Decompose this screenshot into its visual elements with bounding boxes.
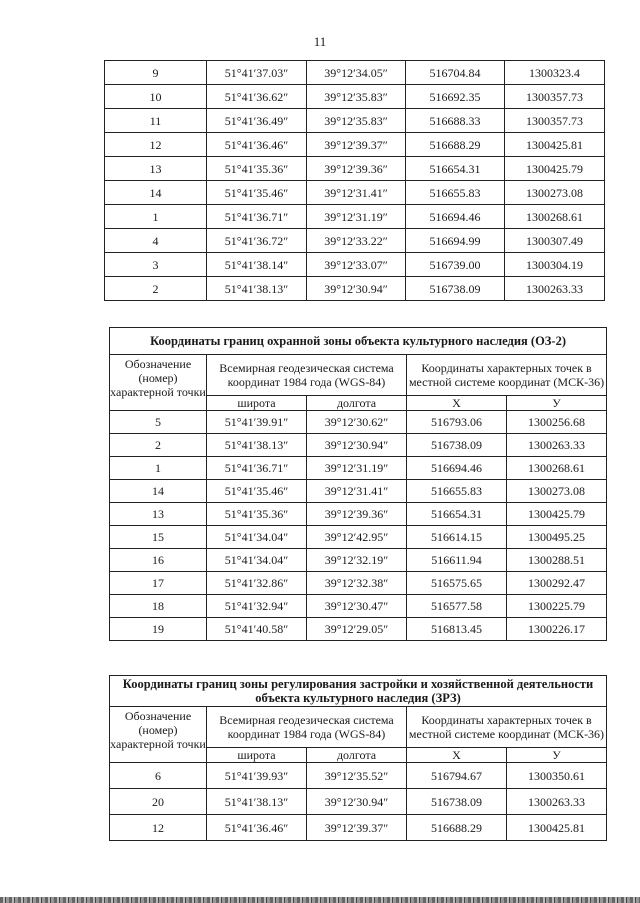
latitude-cell: 51°41′36.72″: [207, 229, 307, 253]
longitude-cell: 39°12′39.37″: [307, 133, 406, 157]
latitude-cell: 51°41′32.94″: [207, 595, 307, 618]
y-coordinate-cell: 1300225.79: [507, 595, 607, 618]
latitude-cell: 51°41′40.58″: [207, 618, 307, 641]
table-row: [110, 411, 607, 434]
y-header: У: [507, 748, 607, 763]
point-number-cell: 9: [105, 61, 207, 85]
table-title: Координаты границ охранной зоны объекта культурного наследия (ОЗ-2): [110, 328, 607, 355]
longitude-cell: 39°12′30.94″: [307, 789, 407, 815]
longitude-cell: 39°12′30.47″: [307, 595, 407, 618]
x-coordinate-cell: 516738.09: [406, 277, 505, 301]
table-row: [105, 229, 605, 253]
point-number-cell: 14: [110, 480, 207, 503]
table-row: [110, 572, 607, 595]
table-row: [105, 85, 605, 109]
longitude-cell: 39°12′31.19″: [307, 457, 407, 480]
y-coordinate-cell: 1300263.33: [507, 789, 607, 815]
latitude-cell: 51°41′39.93″: [207, 763, 307, 789]
point-number-cell: 2: [110, 434, 207, 457]
longitude-cell: 39°12′31.41″: [307, 181, 406, 205]
x-coordinate-cell: 516577.58: [407, 595, 507, 618]
zrz-coordinates-table: [109, 675, 607, 841]
y-coordinate-cell: 1300357.73: [505, 109, 605, 133]
latitude-cell: 51°41′36.46″: [207, 815, 307, 841]
latitude-cell: 51°41′36.71″: [207, 205, 307, 229]
point-number-cell: 10: [105, 85, 207, 109]
latitude-cell: 51°41′38.14″: [207, 253, 307, 277]
x-coordinate-cell: 516655.83: [406, 181, 505, 205]
latitude-cell: 51°41′34.04″: [207, 526, 307, 549]
x-coordinate-cell: 516688.29: [407, 815, 507, 841]
x-coordinate-cell: 516704.84: [406, 61, 505, 85]
point-number-cell: 18: [110, 595, 207, 618]
longitude-cell: 39°12′32.19″: [307, 549, 407, 572]
page-number: 11: [313, 34, 327, 49]
point-number-cell: 11: [105, 109, 207, 133]
point-number-cell: 1: [105, 205, 207, 229]
latitude-header: широта: [207, 748, 307, 763]
table-row: [105, 133, 605, 157]
y-coordinate-cell: 1300292.47: [507, 572, 607, 595]
point-number-cell: 14: [105, 181, 207, 205]
table-row: [110, 549, 607, 572]
y-coordinate-cell: 1300425.79: [507, 503, 607, 526]
x-coordinate-cell: 516738.09: [407, 434, 507, 457]
longitude-cell: 39°12′39.36″: [307, 157, 406, 181]
point-number-cell: 13: [105, 157, 207, 181]
page-bottom-edge: [0, 897, 640, 903]
table-title: Координаты границ зоны регулирования застройки и хозяйственной деятельности объекта культурного наследия (ЗРЗ): [110, 676, 607, 707]
y-coordinate-cell: 1300350.61: [507, 763, 607, 789]
longitude-header: долгота: [307, 748, 407, 763]
latitude-cell: 51°41′35.36″: [207, 157, 307, 181]
table-row: [105, 205, 605, 229]
y-coordinate-cell: 1300495.25: [507, 526, 607, 549]
x-coordinate-cell: 516688.33: [406, 109, 505, 133]
table-row: [105, 61, 605, 85]
latitude-cell: 51°41′36.62″: [207, 85, 307, 109]
latitude-cell: 51°41′35.36″: [207, 503, 307, 526]
y-coordinate-cell: 1300425.81: [505, 133, 605, 157]
x-coordinate-cell: 516694.99: [406, 229, 505, 253]
latitude-cell: 51°41′39.91″: [207, 411, 307, 434]
point-number-cell: 12: [105, 133, 207, 157]
table-row: [110, 526, 607, 549]
longitude-cell: 39°12′31.41″: [307, 480, 407, 503]
x-header: Х: [407, 748, 507, 763]
point-number-cell: 12: [110, 815, 207, 841]
point-number-cell: 13: [110, 503, 207, 526]
x-coordinate-cell: 516794.67: [407, 763, 507, 789]
point-number-cell: 17: [110, 572, 207, 595]
longitude-cell: 39°12′29.05″: [307, 618, 407, 641]
x-coordinate-cell: 516575.65: [407, 572, 507, 595]
table-row: [110, 789, 607, 815]
wgs-column-header: Всемирная геодезическая система координат 1984 года (WGS-84): [207, 707, 407, 748]
longitude-cell: 39°12′30.62″: [307, 411, 407, 434]
x-coordinate-cell: 516655.83: [407, 480, 507, 503]
y-coordinate-cell: 1300323.4: [505, 61, 605, 85]
table-row: [105, 109, 605, 133]
longitude-cell: 39°12′31.19″: [307, 205, 406, 229]
table-row: [105, 181, 605, 205]
y-coordinate-cell: 1300288.51: [507, 549, 607, 572]
point-column-header: Обозначение (номер) характерной точки: [110, 707, 207, 763]
x-coordinate-cell: 516739.00: [406, 253, 505, 277]
latitude-cell: 51°41′36.46″: [207, 133, 307, 157]
y-coordinate-cell: 1300256.68: [507, 411, 607, 434]
x-header: Х: [407, 396, 507, 411]
longitude-cell: 39°12′30.94″: [307, 277, 406, 301]
point-number-cell: 16: [110, 549, 207, 572]
point-column-header: Обозначение (номер) характерной точки: [110, 355, 207, 411]
x-coordinate-cell: 516692.35: [406, 85, 505, 109]
x-coordinate-cell: 516654.31: [407, 503, 507, 526]
latitude-cell: 51°41′32.86″: [207, 572, 307, 595]
latitude-cell: 51°41′37.03″: [207, 61, 307, 85]
longitude-cell: 39°12′32.38″: [307, 572, 407, 595]
x-coordinate-cell: 516688.29: [406, 133, 505, 157]
msk-column-header: Координаты характерных точек в местной системе координат (МСК-36): [407, 707, 607, 748]
y-coordinate-cell: 1300425.81: [507, 815, 607, 841]
longitude-cell: 39°12′35.52″: [307, 763, 407, 789]
latitude-cell: 51°41′35.46″: [207, 480, 307, 503]
longitude-header: долгота: [307, 396, 407, 411]
point-number-cell: 1: [110, 457, 207, 480]
y-coordinate-cell: 1300425.79: [505, 157, 605, 181]
longitude-cell: 39°12′33.22″: [307, 229, 406, 253]
point-number-cell: 6: [110, 763, 207, 789]
point-number-cell: 20: [110, 789, 207, 815]
table-row: [110, 815, 607, 841]
table-row: [110, 503, 607, 526]
y-coordinate-cell: 1300273.08: [505, 181, 605, 205]
point-number-cell: 4: [105, 229, 207, 253]
latitude-cell: 51°41′35.46″: [207, 181, 307, 205]
table-row: [110, 480, 607, 503]
point-number-cell: 5: [110, 411, 207, 434]
point-number-cell: 2: [105, 277, 207, 301]
latitude-header: широта: [207, 396, 307, 411]
longitude-cell: 39°12′30.94″: [307, 434, 407, 457]
point-number-cell: 15: [110, 526, 207, 549]
table-row: [110, 763, 607, 789]
table-row: [105, 157, 605, 181]
table-row: [105, 253, 605, 277]
coordinates-table-continued: [104, 60, 605, 301]
x-coordinate-cell: 516738.09: [407, 789, 507, 815]
longitude-cell: 39°12′35.83″: [307, 109, 406, 133]
table-row: [105, 277, 605, 301]
latitude-cell: 51°41′36.49″: [207, 109, 307, 133]
longitude-cell: 39°12′42.95″: [307, 526, 407, 549]
y-coordinate-cell: 1300307.49: [505, 229, 605, 253]
latitude-cell: 51°41′34.04″: [207, 549, 307, 572]
latitude-cell: 51°41′38.13″: [207, 789, 307, 815]
x-coordinate-cell: 516694.46: [406, 205, 505, 229]
msk-column-header: Координаты характерных точек в местной системе координат (МСК-36): [407, 355, 607, 396]
point-number-cell: 3: [105, 253, 207, 277]
y-coordinate-cell: 1300268.61: [507, 457, 607, 480]
latitude-cell: 51°41′38.13″: [207, 434, 307, 457]
y-coordinate-cell: 1300357.73: [505, 85, 605, 109]
x-coordinate-cell: 516654.31: [406, 157, 505, 181]
y-coordinate-cell: 1300273.08: [507, 480, 607, 503]
x-coordinate-cell: 516611.94: [407, 549, 507, 572]
y-header: У: [507, 396, 607, 411]
table-row: [110, 434, 607, 457]
table-row: [110, 618, 607, 641]
x-coordinate-cell: 516793.06: [407, 411, 507, 434]
longitude-cell: 39°12′39.36″: [307, 503, 407, 526]
point-number-cell: 19: [110, 618, 207, 641]
table-row: [110, 457, 607, 480]
y-coordinate-cell: 1300263.33: [505, 277, 605, 301]
table-row: [110, 595, 607, 618]
y-coordinate-cell: 1300263.33: [507, 434, 607, 457]
latitude-cell: 51°41′38.13″: [207, 277, 307, 301]
y-coordinate-cell: 1300226.17: [507, 618, 607, 641]
oz2-coordinates-table: [109, 327, 607, 641]
wgs-column-header: Всемирная геодезическая система координат 1984 года (WGS-84): [207, 355, 407, 396]
longitude-cell: 39°12′35.83″: [307, 85, 406, 109]
longitude-cell: 39°12′33.07″: [307, 253, 406, 277]
x-coordinate-cell: 516614.15: [407, 526, 507, 549]
longitude-cell: 39°12′34.05″: [307, 61, 406, 85]
x-coordinate-cell: 516813.45: [407, 618, 507, 641]
latitude-cell: 51°41′36.71″: [207, 457, 307, 480]
x-coordinate-cell: 516694.46: [407, 457, 507, 480]
longitude-cell: 39°12′39.37″: [307, 815, 407, 841]
y-coordinate-cell: 1300304.19: [505, 253, 605, 277]
y-coordinate-cell: 1300268.61: [505, 205, 605, 229]
